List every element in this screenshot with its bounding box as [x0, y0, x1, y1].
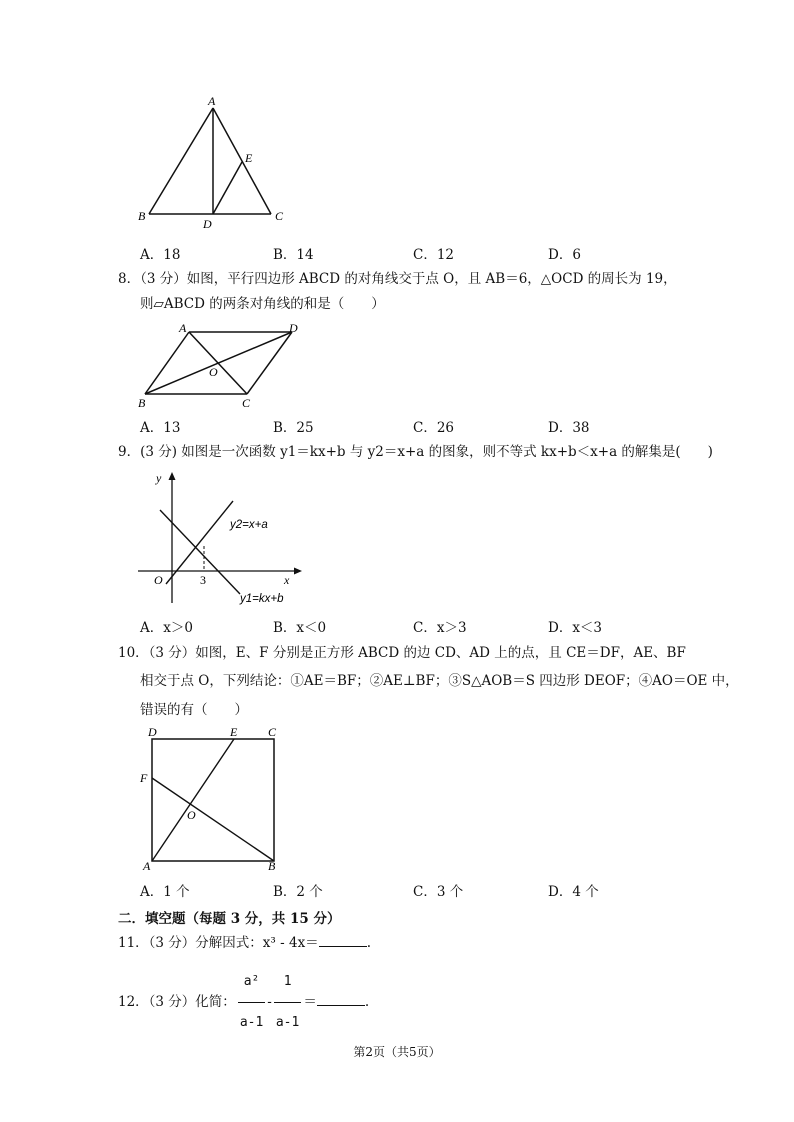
q7-label-c: C: [275, 209, 284, 223]
q9-option-c: C．x＞3: [413, 620, 467, 636]
q10-option-b: B．2 个: [273, 884, 323, 900]
q12-fraction-2: [274, 962, 301, 1043]
section2-title: 二．填空题（每题 3 分，共 15 分）: [118, 911, 341, 927]
q9-option-b: B．x＜0: [273, 620, 327, 636]
q9-option-d: D．x＜3: [548, 620, 603, 636]
q10-label-f: F: [140, 771, 148, 785]
q10-stem-line2: 相交于点 O，下列结论：①AE＝BF；②AE⊥BF；③S△AOB＝S 四边形 DEOF；④AO＝OE 中，: [140, 673, 739, 689]
q10-stem-line3: 错误的有（ ）: [140, 702, 248, 718]
q9-line-y1-label: y1=kx+b: [240, 593, 284, 605]
q8-label-o: O: [209, 365, 218, 379]
q8-stem-line1: 8．（3 分）如图，平行四边形 ABCD 的对角线交于点 O，且 AB＝6，△OCD 的周长为 19，: [118, 271, 677, 287]
q12-line: [118, 962, 369, 1043]
q9-axis-x-label: x: [284, 573, 290, 587]
q8-label-d: D: [289, 321, 298, 335]
q12-end: .: [364, 994, 370, 1010]
q7-figure: [135, 92, 295, 237]
q7-label-a: A: [208, 94, 216, 108]
q9-stem: 9．(3 分) 如图是一次函数 y1＝kx+b 与 y2＝x+a 的图象，则不等式 kx+b＜x+a 的解集是( ): [118, 444, 713, 460]
q10-option-a: A．1 个: [140, 884, 190, 900]
q7-option-b: B．14: [273, 247, 314, 263]
q8-label-c: C: [242, 396, 251, 410]
q10-option-c: C．3 个: [413, 884, 464, 900]
q10-stem-line1: 10．（3 分）如图，E、F 分别是正方形 ABCD 的边 CD、AD 上的点，且 CE＝DF，AE、BF: [118, 645, 686, 661]
q9-graph: [130, 468, 315, 613]
q7-option-c: C．12: [413, 247, 455, 263]
q8-option-c: C．26: [413, 420, 455, 436]
q10-label-d: D: [148, 725, 157, 739]
q8-option-b: B．25: [273, 420, 314, 436]
q10-label-e: E: [230, 725, 238, 739]
q12-minus: -: [267, 994, 272, 1010]
q7-label-d: D: [203, 217, 212, 231]
q8-label-a: A: [179, 321, 187, 335]
q8-label-b: B: [138, 396, 146, 410]
q9-axis-y-label: y: [156, 471, 162, 485]
q9-option-a: A．x＞0: [140, 620, 193, 636]
q9-tick-3: 3: [200, 573, 206, 587]
q8-figure: [135, 318, 315, 413]
q12-fraction-2-denominator: a-1: [275, 1015, 300, 1030]
q7-label-e: E: [245, 151, 253, 165]
q11-answer-blank[interactable]: [319, 934, 367, 947]
q12-fraction-1-denominator: a-1: [239, 1015, 264, 1030]
q12-fraction-1: [238, 962, 265, 1043]
q9-line-y2-label: y2=x+a: [230, 519, 268, 531]
q8-stem-line2: 则▱ABCD 的两条对角线的和是（ ）: [140, 296, 385, 312]
q8-option-d: D．38: [548, 420, 590, 436]
q10-label-c: C: [268, 725, 277, 739]
q10-figure: [135, 724, 285, 874]
q10-label-b: B: [268, 859, 276, 873]
q12-answer-blank[interactable]: [317, 993, 365, 1006]
q8-option-a: A．13: [140, 420, 181, 436]
q7-option-a: A．18: [140, 247, 181, 263]
q11-text: 11．（3 分）分解因式：x³ - 4x＝: [118, 935, 319, 951]
q12-equals: ＝: [303, 994, 317, 1010]
q10-label-a: A: [143, 859, 151, 873]
q11-end: .: [366, 935, 371, 951]
q12-fraction-1-numerator: a²: [238, 962, 265, 1003]
q12-fraction-2-numerator: 1: [274, 962, 301, 1003]
q12-prefix: 12．（3 分）化简：: [118, 994, 236, 1010]
q7-label-b: B: [138, 209, 146, 223]
q7-option-d: D．6: [548, 247, 581, 263]
page-footer: 第2页（共5页）: [353, 1045, 441, 1059]
q10-label-o: O: [187, 808, 196, 822]
q9-origin-label: O: [154, 573, 163, 587]
q10-option-d: D．4 个: [548, 884, 599, 900]
q11-line: [118, 933, 371, 953]
